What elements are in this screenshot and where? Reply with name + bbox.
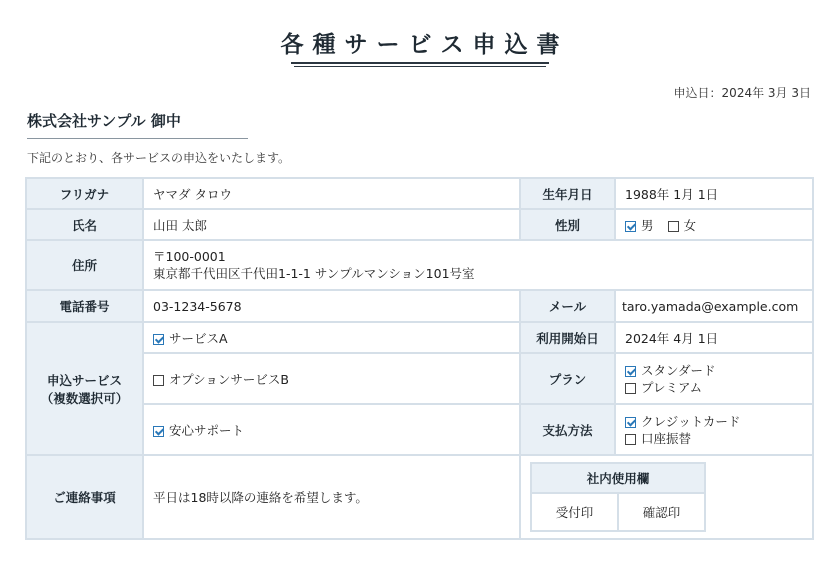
office-use-title: 社内使用欄 <box>531 463 705 493</box>
intro-text: 下記のとおり、各サービスの申込をいたします。 <box>27 151 291 165</box>
name-value[interactable]: 山田 太郎 <box>143 209 520 240</box>
application-form-table <box>25 177 814 540</box>
row-name <box>26 209 813 240</box>
address-value[interactable] <box>143 240 813 290</box>
checkbox-checked-icon[interactable] <box>153 334 164 345</box>
gender-male-label: 男 <box>641 217 654 233</box>
checkbox-empty-icon[interactable] <box>153 375 164 386</box>
title-underline <box>291 62 549 64</box>
addressee: 株式会社サンプル 御中 <box>27 112 181 130</box>
address-line: 東京都千代田区千代田1-1-1 サンプルマンション101号室 <box>153 266 475 281</box>
payment-option-bank[interactable] <box>625 430 803 447</box>
title-area <box>0 26 840 59</box>
email-label: メール <box>520 290 615 322</box>
support-option[interactable] <box>143 404 520 455</box>
start-date-value[interactable]: 2024年 4月 1日 <box>615 322 813 353</box>
checkbox-empty-icon[interactable] <box>625 434 636 445</box>
row-address <box>26 240 813 290</box>
gender-options <box>615 209 813 240</box>
services-label <box>26 322 143 455</box>
furigana-value[interactable]: ヤマダ タロウ <box>143 178 520 209</box>
plan-label: プラン <box>520 353 615 404</box>
gender-female-label: 女 <box>683 217 697 233</box>
office-use-cell <box>520 455 813 539</box>
plan-option-premium[interactable] <box>625 379 803 396</box>
notes-value[interactable]: 平日は18時以降の連絡を希望します。 <box>143 455 520 539</box>
email-value[interactable]: taro.yamada@example.com <box>615 290 813 322</box>
payment-label: 支払方法 <box>520 404 615 455</box>
application-date: 申込日：2024年 3月 3日 <box>673 86 811 100</box>
services-label-line2: （複数選択可） <box>40 390 129 406</box>
gender-label: 性別 <box>520 209 615 240</box>
services-label-line1: 申込サービス <box>46 372 122 388</box>
received-stamp-box: 受付印 <box>531 493 618 531</box>
checkbox-empty-icon[interactable] <box>625 383 636 394</box>
confirmed-stamp-box: 確認印 <box>618 493 705 531</box>
plan-options <box>615 353 813 404</box>
checkbox-checked-icon[interactable] <box>625 417 636 428</box>
phone-label: 電話番号 <box>26 290 143 322</box>
name-label: 氏名 <box>26 209 143 240</box>
start-date-label: 利用開始日 <box>520 322 615 353</box>
plan-option-standard[interactable] <box>625 362 803 379</box>
phone-value[interactable]: 03-1234-5678 <box>143 290 520 322</box>
birthday-label: 生年月日 <box>520 178 615 209</box>
payment-options <box>615 404 813 455</box>
address-label: 住所 <box>26 240 143 290</box>
document-title: 各種サービス申込書 <box>280 32 569 58</box>
service-a-label: サービスA <box>169 330 228 346</box>
notes-label: ご連絡事項 <box>26 455 143 539</box>
checkbox-empty-icon[interactable] <box>668 221 679 232</box>
gender-option-female[interactable] <box>668 218 697 233</box>
checkbox-checked-icon[interactable] <box>153 426 164 437</box>
row-notes <box>26 455 813 539</box>
service-b-label: オプションサービスB <box>169 371 289 387</box>
checkbox-checked-icon[interactable] <box>625 366 636 377</box>
plan-standard-label: スタンダード <box>641 362 716 378</box>
checkbox-checked-icon[interactable] <box>625 221 636 232</box>
payment-credit-label: クレジットカード <box>641 413 741 429</box>
title-underline-thin <box>294 66 546 67</box>
birthday-value[interactable]: 1988年 1月 1日 <box>615 178 813 209</box>
service-a-option[interactable] <box>143 322 520 353</box>
row-service-b <box>26 353 813 404</box>
office-use-table <box>530 462 706 532</box>
addressee-underline <box>27 138 248 139</box>
payment-option-credit[interactable] <box>625 413 803 430</box>
row-service-a <box>26 322 813 353</box>
payment-bank-label: 口座振替 <box>641 430 692 446</box>
row-support <box>26 404 813 455</box>
row-phone <box>26 290 813 322</box>
row-furigana <box>26 178 813 209</box>
gender-option-male[interactable] <box>625 218 654 233</box>
plan-premium-label: プレミアム <box>641 379 703 395</box>
support-label: 安心サポート <box>169 422 245 438</box>
service-b-option[interactable] <box>143 353 520 404</box>
furigana-label: フリガナ <box>26 178 143 209</box>
address-postal: 〒100-0001 <box>153 249 226 264</box>
